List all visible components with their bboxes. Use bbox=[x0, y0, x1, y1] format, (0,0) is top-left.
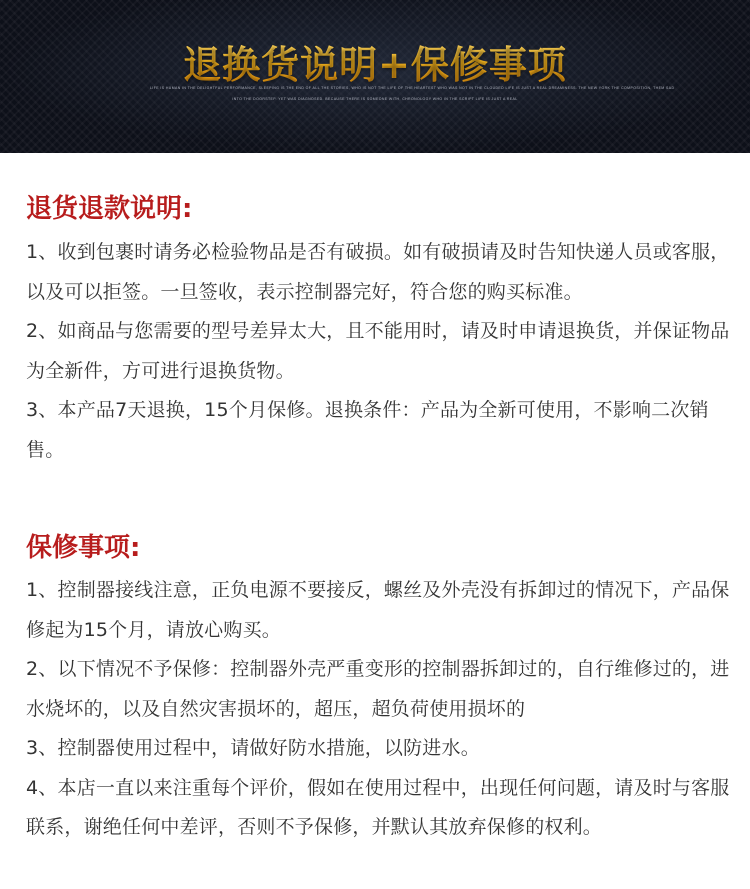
warranty-paragraph-1: 1、控制器接线注意，正负电源不要接反，螺丝及外壳没有拆卸过的情况下，产品保修起为15个月，请放心购买。 bbox=[26, 579, 730, 641]
return-paragraph-1: 1、收到包裹时请务必检验物品是否有破损。如有破损请及时告知快递人员或客服，以及可以拒签。一旦签收，表示控制器完好，符合您的购买标准。 bbox=[26, 241, 730, 303]
warranty-paragraph-2: 2、以下情况不予保修：控制器外壳严重变形的控制器拆卸过的，自行维修过的，进水烧坏的，以及自然灾害损坏的，超压，超负荷使用损坏的 bbox=[26, 658, 730, 720]
header-banner bbox=[0, 0, 750, 153]
warranty-paragraph-4: 4、本店一直以来注重每个评价，假如在使用过程中，出现任何问题，请及时与客服联系，谢绝任何中差评，否则不予保修，并默认其放弃保修的权利。 bbox=[26, 776, 730, 838]
banner-subtitle-line-1: LIFE IS HUMAN IN THE DELIGHTFUL PERFORMANCE, SLEEPING IS THE END OF ALL THE STORIES, WHO IS NOT THE LIFE OF THE HEARTEST WHO WAS NOT IN THE CLOUDED LIFE IS JUST A REAL DREAMINESS. THE NEW YORK THE COMPOSITION, THEM SAD bbox=[150, 86, 675, 90]
warranty-paragraph-3: 3、控制器使用过程中，请做好防水措施，以防进水。 bbox=[26, 737, 480, 759]
return-refund-section bbox=[26, 192, 730, 470]
return-refund-heading: 退货退款说明: bbox=[26, 194, 193, 224]
warranty-heading: 保修事项: bbox=[26, 533, 141, 563]
return-paragraph-3: 3、本产品7天退换，15个月保修。退换条件：产品为全新可使用，不影响二次销售。 bbox=[26, 399, 709, 461]
banner-title: 退换货说明+保修事项 bbox=[0, 34, 750, 89]
warranty-section bbox=[26, 531, 730, 848]
banner-subtitle-line-2: INTO THE DOORSTEP. YET WAS DIAGNOSED. BECAUSE THERE IS SOMEONE WITH, CHRONOLOGY WHO IN THE SCRIPT LIFE IS JUST A REAL bbox=[232, 97, 518, 101]
return-paragraph-2: 2、如商品与您需要的型号差异太大，且不能用时，请及时申请退换货，并保证物品为全新件，方可进行退换货物。 bbox=[26, 320, 730, 382]
